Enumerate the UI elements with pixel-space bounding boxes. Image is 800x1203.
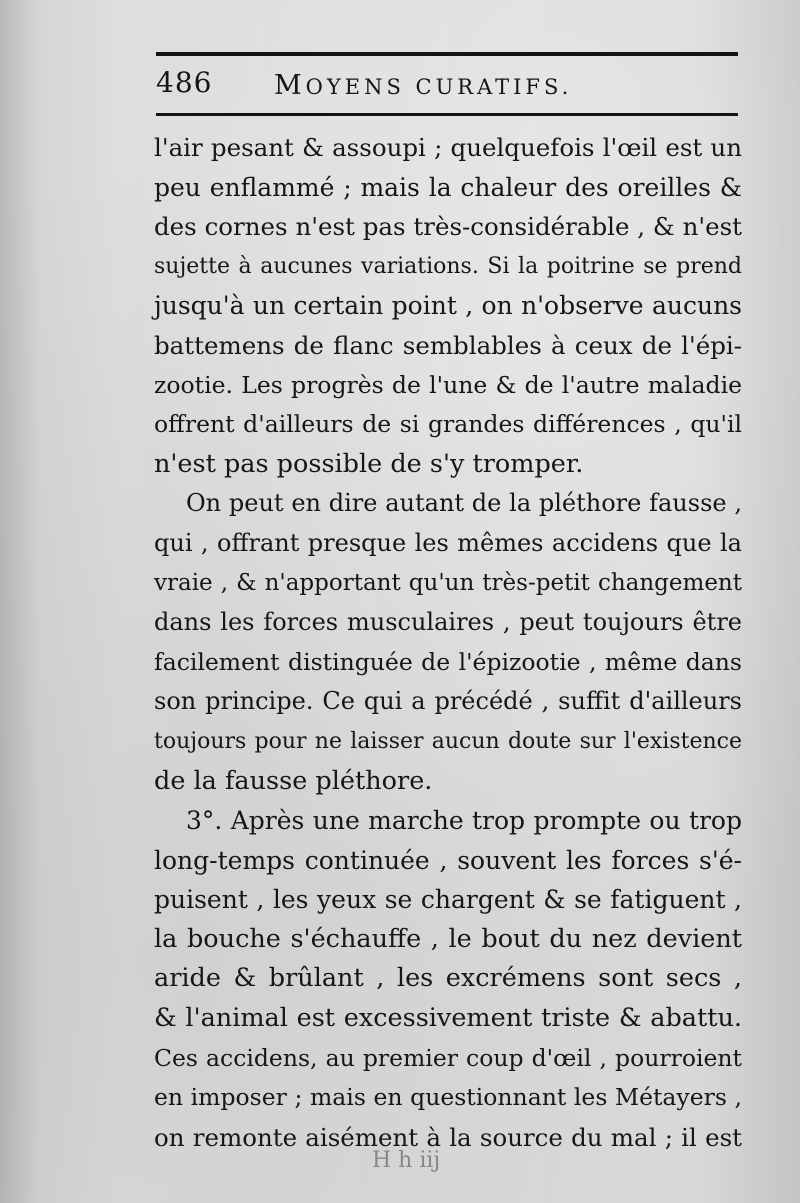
text-line: offrent d'ailleurs de si grandes différences , qu'il [154, 410, 742, 439]
text-line: son principe. Ce qui a précédé , suffit d'ailleurs [154, 687, 742, 716]
body-text [154, 128, 742, 1157]
text-line: en imposer ; mais en questionnant les Métayers , [154, 1083, 742, 1112]
text-line: n'est pas possible de s'y tromper. [154, 448, 584, 479]
text-line: battemens de flanc semblables à ceux de l'épi- [154, 330, 742, 360]
text-line: puisent , les yeux se chargent & se fatiguent , [154, 885, 742, 915]
signature-mark: H h iij [372, 1148, 441, 1173]
running-title-initial: M [274, 70, 306, 101]
text-line: sujette à aucunes variations. Si la poitrine se prend [154, 253, 742, 279]
text-line: qui , offrant presque les mêmes accidens que la [154, 528, 742, 557]
text-line: aride & brûlant , les excrémens sont secs , [154, 963, 742, 994]
text-line: on remonte aisément à la source du mal ; il est [154, 1122, 742, 1152]
text-line: vraie , & n'apportant qu'un très-petit changement [154, 569, 742, 596]
text-line: zootie. Les progrès de l'une & de l'autre maladie [154, 370, 742, 399]
running-title [274, 70, 572, 101]
text-line: long-temps continuée , souvent les forces s'é- [154, 845, 742, 875]
text-line: dans les forces musculaires , peut toujours être [154, 608, 742, 637]
text-line: de la fausse pléthore. [154, 765, 433, 796]
text-line: Ces accidens, au premier coup d'œil , pourroient [154, 1043, 742, 1072]
text-line: On peut en dire autant de la pléthore fausse , [186, 489, 742, 518]
running-title-rest: OYENS CURATIFS. [305, 75, 573, 99]
running-head [156, 66, 738, 110]
header-rule-top [156, 52, 738, 56]
header-rule-bottom [156, 113, 738, 116]
text-line: facilement distinguée de l'épizootie , même dans [154, 647, 742, 676]
text-line: toujours pour ne laisser aucun doute sur l'existence [154, 728, 742, 754]
text-line: la bouche s'échauffe , le bout du nez devient [154, 923, 742, 954]
text-line: l'air pesant & assoupi ; quelquefois l'œil est un [154, 133, 742, 162]
text-line: des cornes n'est pas très-considérable , & n'est [154, 212, 742, 242]
text-line: & l'animal est excessivement triste & abattu. [154, 1003, 742, 1034]
text-line: peu enflammé ; mais la chaleur des oreilles & [154, 172, 742, 202]
page-number: 486 [156, 66, 213, 99]
text-line: jusqu'à un certain point , on n'observe aucuns [154, 291, 742, 321]
text-line: 3°. Après une marche trop prompte ou trop [186, 806, 742, 836]
